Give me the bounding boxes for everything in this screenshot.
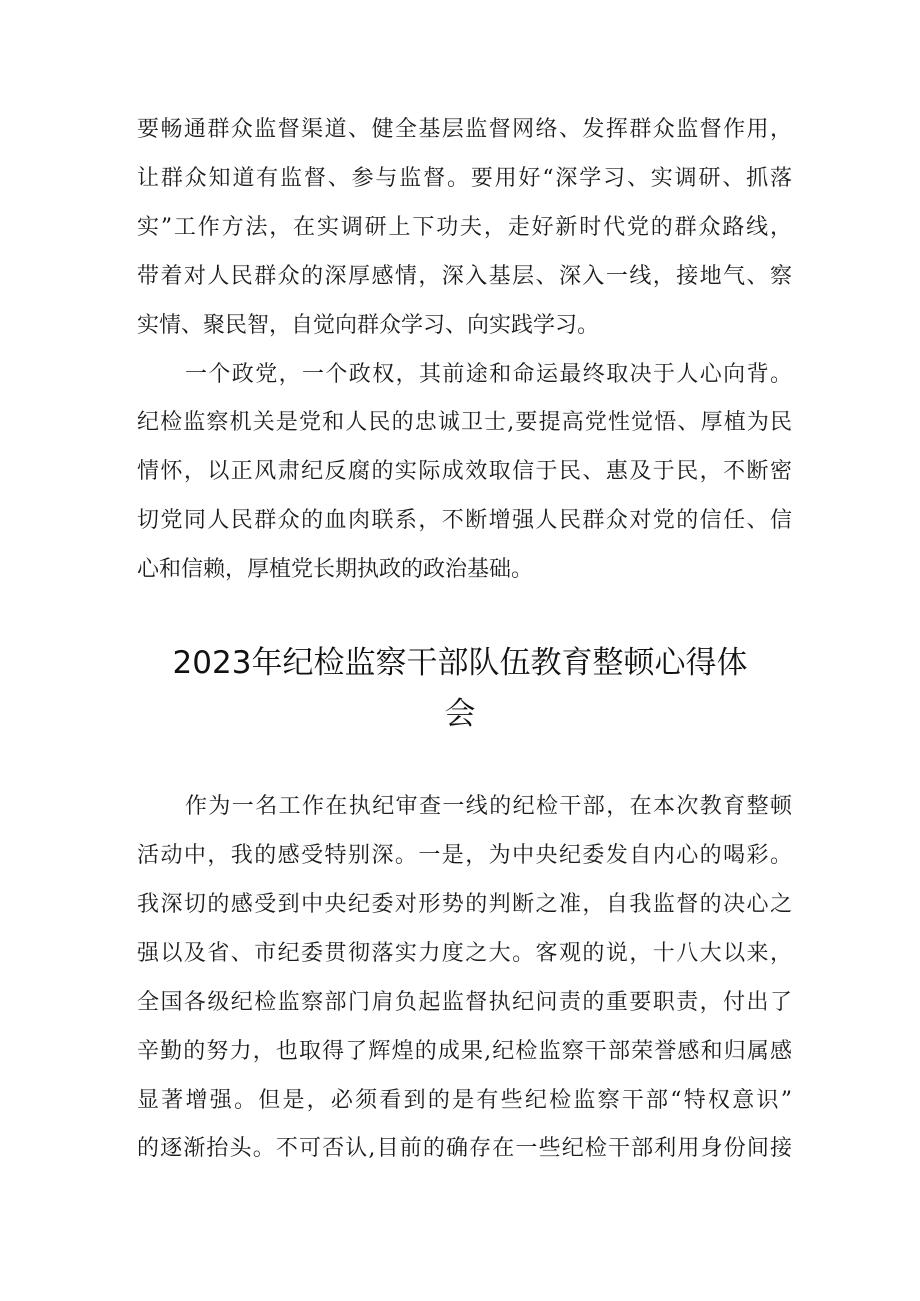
paragraph-line: 辛勤的努力，也取得了辉煌的成果,纪检监察干部荣誉感和归属感 bbox=[137, 1039, 792, 1064]
paragraph-line: 实”工作方法，在实调研上下功夫，走好新时代党的群众路线， bbox=[137, 215, 792, 240]
paragraph-line: 一个政党，一个政权，其前途和命运最终取决于人心向背。 bbox=[185, 362, 792, 387]
heading-line-2: 会 bbox=[444, 696, 476, 732]
paragraph-line: 活动中，我的感受特别深。一是，为中央纪委发自内心的喝彩。 bbox=[137, 843, 792, 868]
paragraph-line: 全国各级纪检监察部门肩负起监督执纪问责的重要职责，付出了 bbox=[137, 990, 792, 1015]
paragraph-line: 强以及省、市纪委贯彻落实力度之大。客观的说，十八大以来， bbox=[137, 941, 792, 966]
paragraph-line: 切党同人民群众的血肉联系，不断增强人民群众对党的信任、信 bbox=[137, 508, 792, 533]
paragraph-line: 实情、聚民智，自觉向群众学习、向实践学习。 bbox=[137, 313, 600, 338]
paragraph-line: 我深切的感受到中央纪委对形势的判断之准，自我监督的决心之 bbox=[137, 892, 792, 917]
paragraph-line: 的逐渐抬头。不可否认,目前的确存在一些纪检干部利用身份间接 bbox=[137, 1136, 792, 1161]
paragraph-line: 作为一名工作在执纪审查一线的纪检干部，在本次教育整顿 bbox=[185, 794, 792, 819]
paragraph-line: 要畅通群众监督渠道、健全基层监督网络、发挥群众监督作用， bbox=[137, 117, 792, 142]
paragraph-line: 心和信赖，厚植党长期执政的政治基础。 bbox=[137, 557, 534, 582]
paragraph-line: 纪检监察机关是党和人民的忠诚卫士,要提高党性觉悟、厚植为民 bbox=[137, 410, 792, 435]
paragraph-line: 让群众知道有监督、参与监督。要用好“深学习、实调研、抓落 bbox=[137, 166, 792, 191]
paragraph-line: 显著增强。但是，必须看到的是有些纪检监察干部“特权意识” bbox=[137, 1088, 792, 1113]
paragraph-line: 情怀，以正风肃纪反腐的实际成效取信于民、惠及于民，不断密 bbox=[137, 459, 792, 484]
paragraph-line: 带着对人民群众的深厚感情，深入基层、深入一线，接地气、察 bbox=[137, 264, 792, 289]
heading-line-1: 2023年纪检监察干部队伍教育整顿心得体 bbox=[172, 645, 748, 681]
